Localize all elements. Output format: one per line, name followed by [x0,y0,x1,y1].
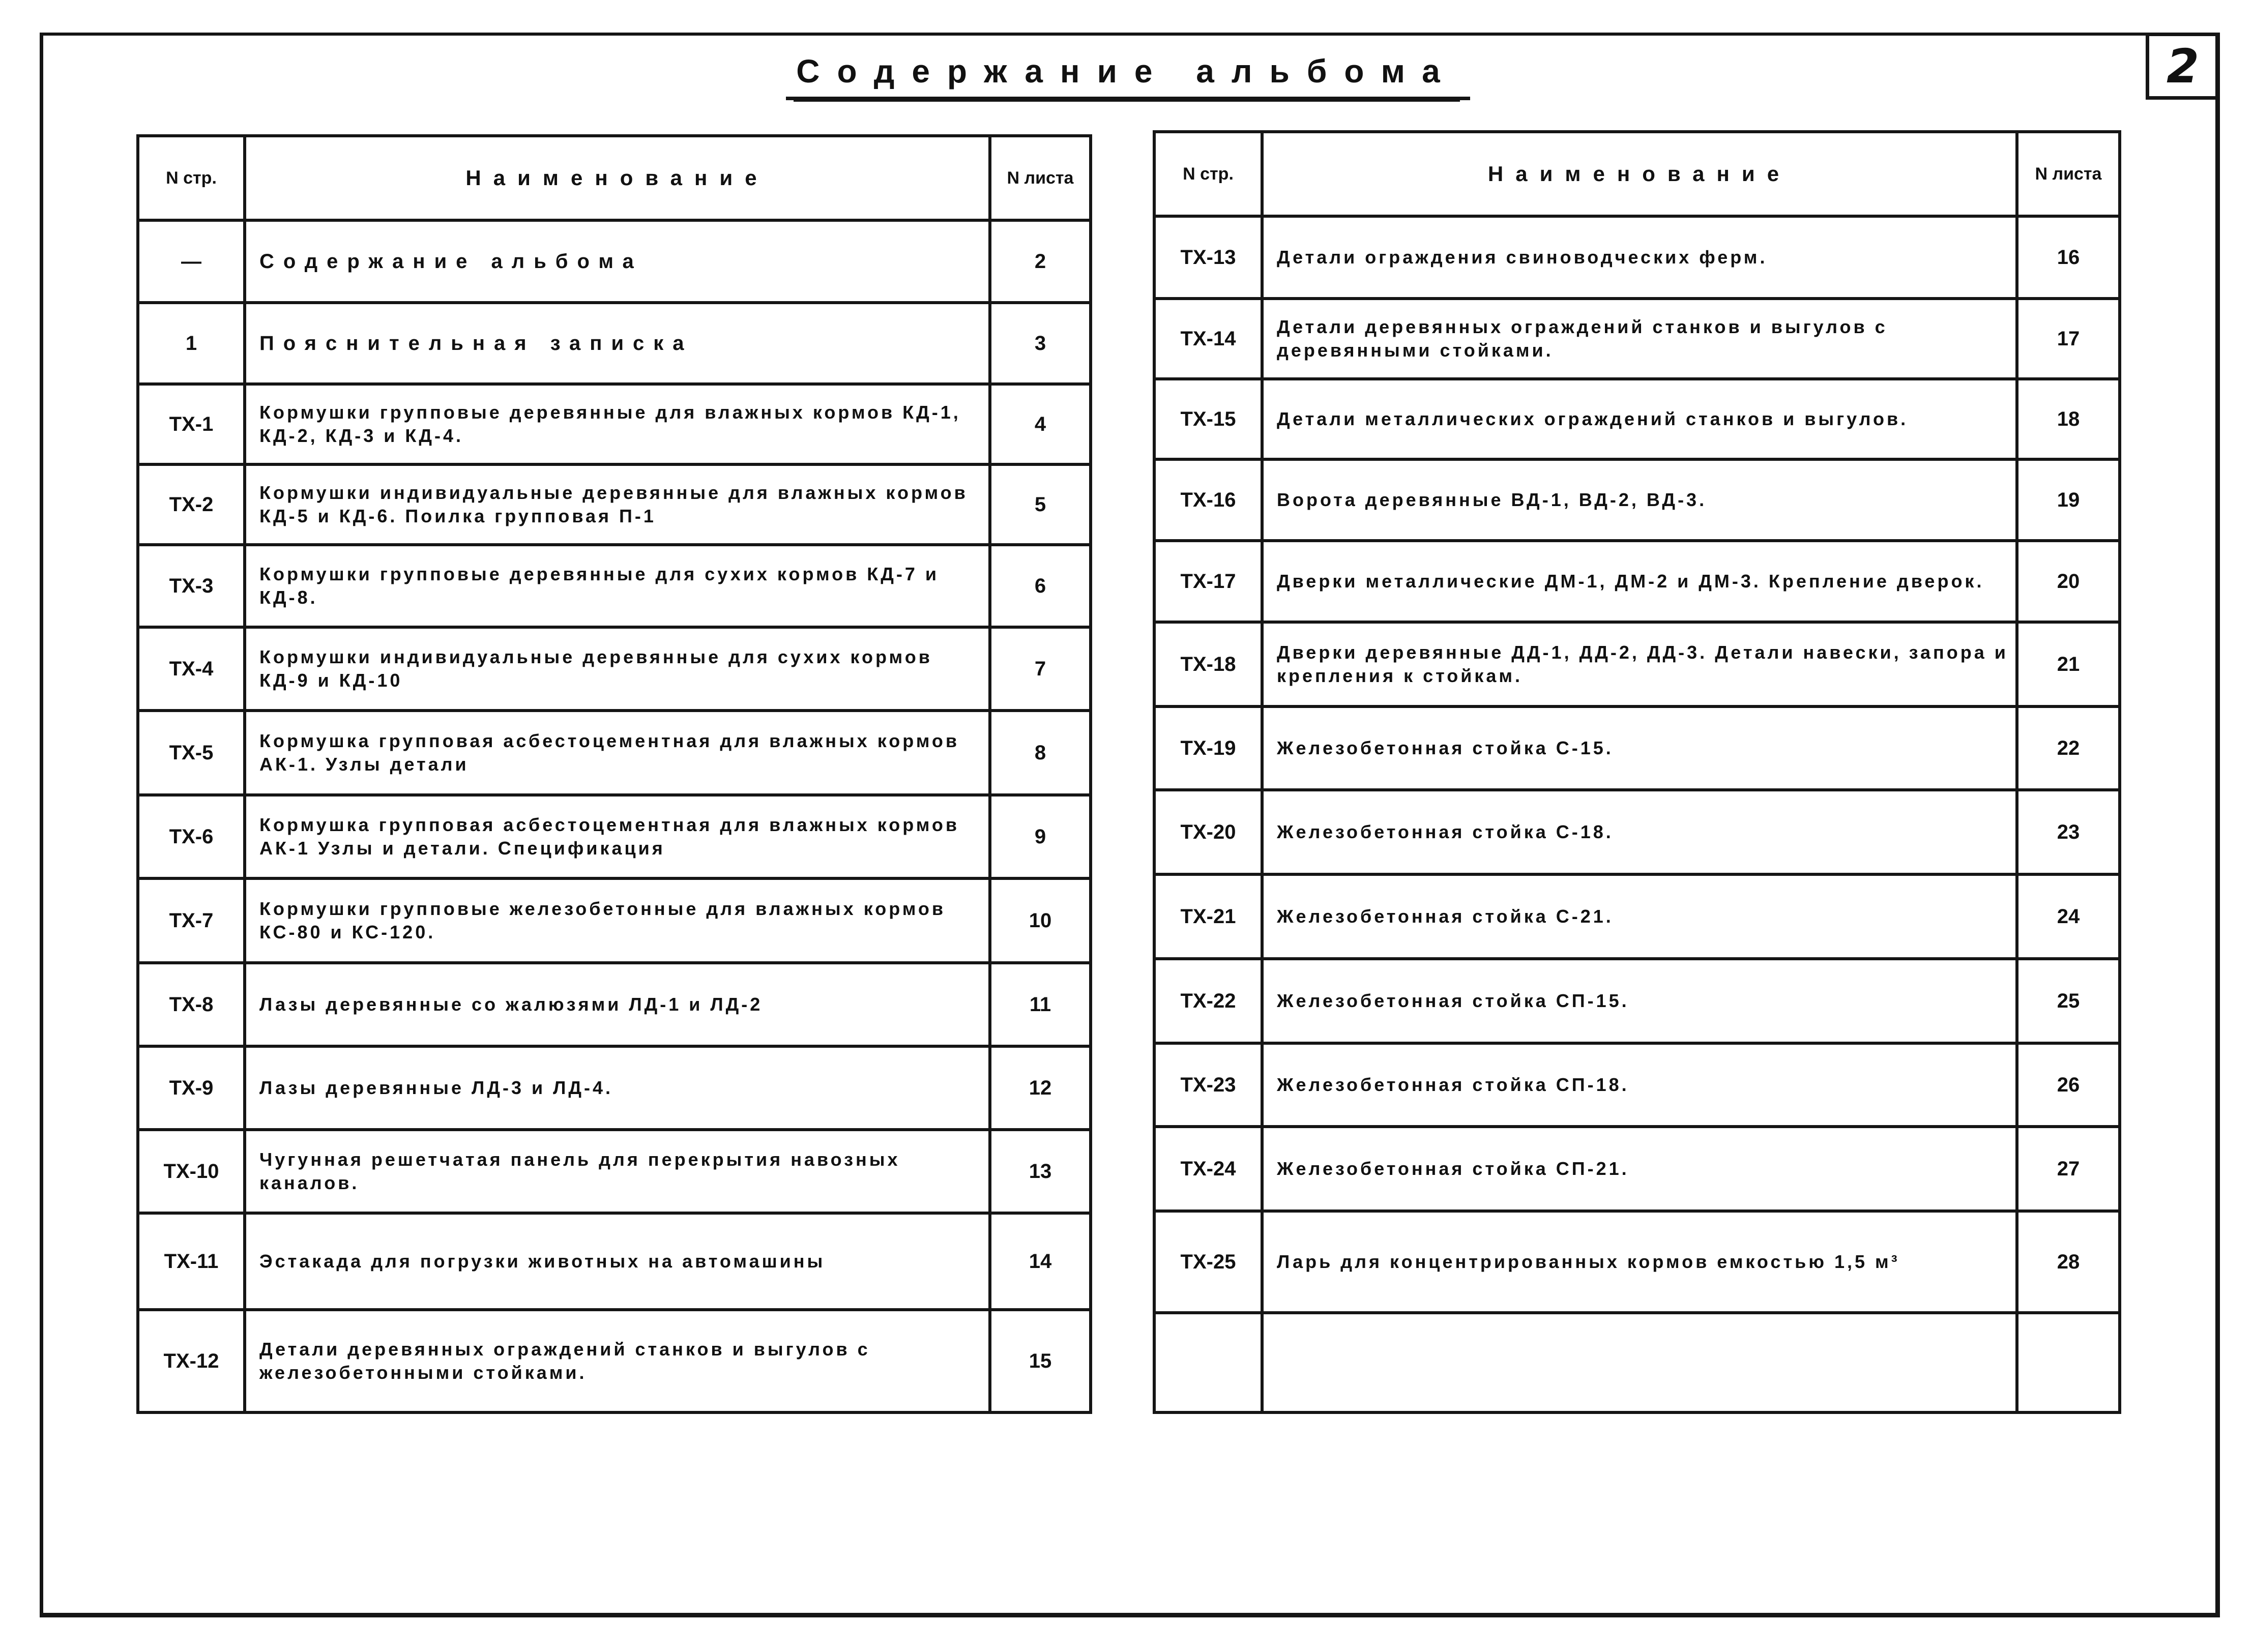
row-sheet-number: 17 [2017,299,2120,379]
row-page-number: ТХ-15 [1154,379,1262,459]
row-name: Лазы деревянные ЛД-3 и ЛД-4. [245,1046,990,1130]
title-underline [786,97,1470,100]
row-sheet-number: 26 [2017,1043,2120,1127]
row-sheet-number: 19 [2017,459,2120,541]
row-page-number: ТХ-2 [138,464,245,545]
row-name: Лазы деревянные со жалюзями ЛД-1 и ЛД-2 [245,963,990,1046]
row-sheet-number [2017,1313,2120,1412]
row-page-number: ТХ-6 [138,795,245,878]
row-name: Железобетонная стойка С-18. [1262,790,2017,874]
row-name: Эстакада для погрузки животных на автомашины [245,1213,990,1310]
row-name: Дверки металлические ДМ-1, ДМ-2 и ДМ-3. Крепление дверок. [1262,541,2017,622]
table-row [1154,1313,2120,1412]
row-page-number: ТХ-18 [1154,622,1262,706]
row-sheet-number: 4 [990,384,1091,464]
row-page-number: ТХ-21 [1154,874,1262,959]
row-page-number: ТХ-24 [1154,1127,1262,1211]
row-name: Кормушка групповая асбестоцементная для влажных кормов АК-1. Узлы детали [245,711,990,795]
contents-table-left [136,134,1092,1414]
row-sheet-number: 16 [2017,216,2120,299]
row-page-number: — [138,220,245,303]
page-number: 2 [2166,39,2199,94]
table-row [138,878,1091,963]
row-name: Железобетонная стойка С-15. [1262,706,2017,790]
table-row [138,545,1091,627]
table-row [1154,541,2120,622]
row-name: Пояснительная записка [245,303,990,384]
row-name: Железобетонная стойка С-21. [1262,874,2017,959]
row-sheet-number: 11 [990,963,1091,1046]
row-page-number [1154,1313,1262,1412]
row-page-number: ТХ-7 [138,878,245,963]
row-name: Ларь для концентрированных кормов емкостью 1,5 м³ [1262,1211,2017,1313]
table-row [138,1310,1091,1412]
row-name: Детали ограждения свиноводческих ферм. [1262,216,2017,299]
table-row [1154,299,2120,379]
header-page-number: N стр. [138,136,245,220]
table-row [1154,622,2120,706]
row-name: Кормушки индивидуальные деревянные для сухих кормов КД-9 и КД-10 [245,627,990,711]
table-row [138,627,1091,711]
table-row [1154,874,2120,959]
row-name: Ворота деревянные ВД-1, ВД-2, ВД-3. [1262,459,2017,541]
row-page-number: ТХ-17 [1154,541,1262,622]
row-page-number: ТХ-10 [138,1130,245,1213]
row-page-number: 1 [138,303,245,384]
row-name: Содержание альбома [245,220,990,303]
header-page-number: N стр. [1154,132,1262,216]
table-row [138,220,1091,303]
row-sheet-number: 12 [990,1046,1091,1130]
table-row [1154,790,2120,874]
row-name: Кормушки групповые деревянные для влажных кормов КД-1, КД-2, КД-3 и КД-4. [245,384,990,464]
row-sheet-number: 9 [990,795,1091,878]
row-name: Дверки деревянные ДД-1, ДД-2, ДД-3. Детали навески, запора и крепления к стойкам. [1262,622,2017,706]
row-name: Железобетонная стойка СП-21. [1262,1127,2017,1211]
row-page-number: ТХ-5 [138,711,245,795]
row-page-number: ТХ-8 [138,963,245,1046]
row-sheet-number: 14 [990,1213,1091,1310]
table-row [138,1213,1091,1310]
table-row [138,711,1091,795]
header-sheet-number: N листа [990,136,1091,220]
table-row [138,384,1091,464]
row-page-number: ТХ-3 [138,545,245,627]
row-sheet-number: 20 [2017,541,2120,622]
row-page-number: ТХ-19 [1154,706,1262,790]
row-page-number: ТХ-13 [1154,216,1262,299]
row-page-number: ТХ-14 [1154,299,1262,379]
row-page-number: ТХ-16 [1154,459,1262,541]
table-header-row [1154,132,2120,216]
row-sheet-number: 25 [2017,959,2120,1043]
table-row [1154,1043,2120,1127]
table-header-row [138,136,1091,220]
table-row [1154,959,2120,1043]
table-row [1154,1211,2120,1313]
table-row [138,795,1091,878]
header-name: Наименование [1262,132,2017,216]
row-page-number: ТХ-23 [1154,1043,1262,1127]
row-page-number: ТХ-20 [1154,790,1262,874]
row-name: Детали деревянных ограждений станков и выгулов с железобетонными стойками. [245,1310,990,1412]
row-sheet-number: 15 [990,1310,1091,1412]
row-name: Железобетонная стойка СП-15. [1262,959,2017,1043]
table-row [1154,459,2120,541]
row-page-number: ТХ-11 [138,1213,245,1310]
row-sheet-number: 28 [2017,1211,2120,1313]
row-name [1262,1313,2017,1412]
row-sheet-number: 3 [990,303,1091,384]
row-page-number: ТХ-25 [1154,1211,1262,1313]
row-sheet-number: 8 [990,711,1091,795]
contents-table-right [1153,130,2121,1414]
row-sheet-number: 5 [990,464,1091,545]
page-title: Содержание альбома [794,46,1460,102]
table-row [138,1046,1091,1130]
table-row [138,963,1091,1046]
row-name: Кормушки групповые деревянные для сухих кормов КД-7 и КД-8. [245,545,990,627]
page-number-box [2146,33,2220,100]
header-name: Наименование [245,136,990,220]
row-sheet-number: 24 [2017,874,2120,959]
row-sheet-number: 10 [990,878,1091,963]
row-name: Кормушки индивидуальные деревянные для влажных кормов КД-5 и КД-6. Поилка групповая П-1 [245,464,990,545]
row-sheet-number: 6 [990,545,1091,627]
row-page-number: ТХ-12 [138,1310,245,1412]
row-sheet-number: 2 [990,220,1091,303]
table-row [1154,706,2120,790]
row-name: Кормушки групповые железобетонные для влажных кормов КС-80 и КС-120. [245,878,990,963]
row-sheet-number: 23 [2017,790,2120,874]
row-sheet-number: 21 [2017,622,2120,706]
table-row [138,464,1091,545]
row-page-number: ТХ-9 [138,1046,245,1130]
header-sheet-number: N листа [2017,132,2120,216]
row-sheet-number: 18 [2017,379,2120,459]
row-sheet-number: 7 [990,627,1091,711]
row-name: Детали металлических ограждений станков и выгулов. [1262,379,2017,459]
table-row [1154,379,2120,459]
row-sheet-number: 27 [2017,1127,2120,1211]
row-sheet-number: 22 [2017,706,2120,790]
row-name: Железобетонная стойка СП-18. [1262,1043,2017,1127]
table-row [1154,216,2120,299]
row-name: Кормушка групповая асбестоцементная для влажных кормов АК-1 Узлы и детали. Спецификация [245,795,990,878]
row-name: Чугунная решетчатая панель для перекрытия навозных каналов. [245,1130,990,1213]
table-row [138,1130,1091,1213]
table-row [138,303,1091,384]
row-page-number: ТХ-22 [1154,959,1262,1043]
row-sheet-number: 13 [990,1130,1091,1213]
row-name: Детали деревянных ограждений станков и выгулов с деревянными стойками. [1262,299,2017,379]
table-row [1154,1127,2120,1211]
row-page-number: ТХ-4 [138,627,245,711]
row-page-number: ТХ-1 [138,384,245,464]
